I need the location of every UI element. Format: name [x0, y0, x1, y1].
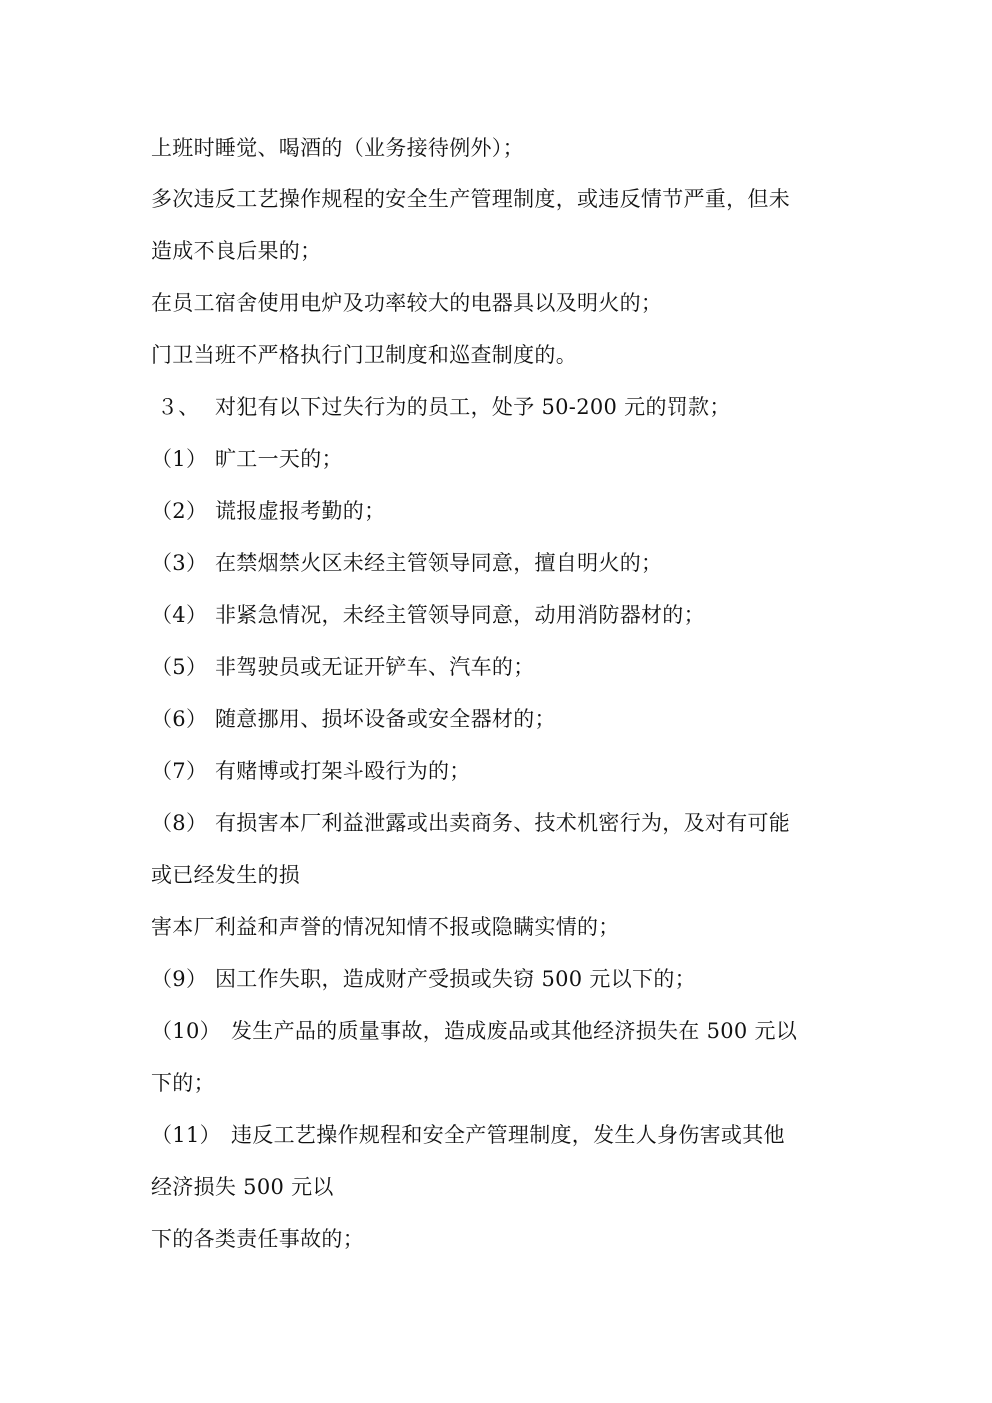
line-text: 上班时睡觉、喝酒的（业务接待例外）；: [151, 136, 524, 160]
line-text: 有赌博或打架斗殴行为的；: [215, 759, 471, 783]
line-text: 旷工一天的；: [215, 447, 343, 471]
text-line: [151, 910, 871, 944]
item-number: （7）: [151, 759, 208, 783]
item-number: （8）: [151, 811, 208, 835]
item-number: （6）: [151, 707, 208, 731]
line-text: 违反工艺操作规程和安全产管理制度，发生人身伤害或其他: [231, 1123, 785, 1147]
item-number: （1）: [151, 447, 208, 471]
line-text: 在禁烟禁火区未经主管领导同意，擅自明火的；: [215, 551, 663, 575]
item-number: （3）: [151, 551, 208, 575]
line-text: 因工作失职，造成财产受损或失窃 500 元以下的；: [215, 967, 696, 991]
line-text: 下的；: [151, 1071, 215, 1095]
text-line: [151, 286, 871, 320]
line-text: 在员工宿舍使用电炉及功率较大的电器具以及明火的；: [151, 291, 663, 315]
line-text: 非驾驶员或无证开铲车、汽车的；: [215, 655, 535, 679]
item-number: （4）: [151, 603, 208, 627]
list-item: [151, 650, 871, 684]
list-item: [151, 702, 871, 736]
text-line: [151, 1066, 871, 1100]
list-item: [151, 546, 871, 580]
list-item: [151, 754, 871, 788]
text-line: [151, 338, 871, 372]
list-item: [151, 806, 871, 840]
list-item: [151, 494, 871, 528]
section-heading: [151, 390, 871, 424]
line-text: 谎报虚报考勤的；: [215, 499, 386, 523]
list-item: [151, 962, 871, 996]
line-text: 门卫当班不严格执行门卫制度和巡查制度的。: [151, 343, 577, 367]
text-line: [151, 234, 871, 268]
list-item: [151, 442, 871, 476]
list-item: [151, 598, 871, 632]
text-line: [151, 131, 871, 165]
list-item: [151, 1014, 871, 1048]
line-text: 经济损失 500 元以: [151, 1175, 334, 1199]
line-text: 造成不良后果的；: [151, 239, 322, 263]
item-number: （9）: [151, 967, 208, 991]
line-text: 害本厂利益和声誉的情况知情不报或隐瞒实情的；: [151, 915, 620, 939]
line-text: 有损害本厂利益泄露或出卖商务、技术机密行为，及对有可能: [215, 811, 791, 835]
text-line: [151, 182, 871, 216]
item-number: （10）: [151, 1019, 221, 1043]
list-item: [151, 1118, 871, 1152]
line-text: 或已经发生的损: [151, 863, 301, 887]
line-text: 非紧急情况，未经主管领导同意，动用消防器材的；: [215, 603, 705, 627]
text-line: [151, 1222, 871, 1256]
item-number: （5）: [151, 655, 208, 679]
line-text: 随意挪用、损坏设备或安全器材的；: [215, 707, 556, 731]
line-text: 下的各类责任事故的；: [151, 1227, 364, 1251]
text-line: [151, 1170, 871, 1204]
line-text: 多次违反工艺操作规程的安全生产管理制度，或违反情节严重，但未: [151, 187, 790, 211]
item-number: （11）: [151, 1123, 221, 1147]
line-text: 发生产品的质量事故，造成废品或其他经济损失在 500 元以: [231, 1019, 798, 1043]
section-number: ３、: [157, 395, 200, 419]
line-text: 对犯有以下过失行为的员工，处予 50-200 元的罚款；: [215, 395, 731, 419]
item-number: （2）: [151, 499, 208, 523]
text-line: [151, 858, 871, 892]
